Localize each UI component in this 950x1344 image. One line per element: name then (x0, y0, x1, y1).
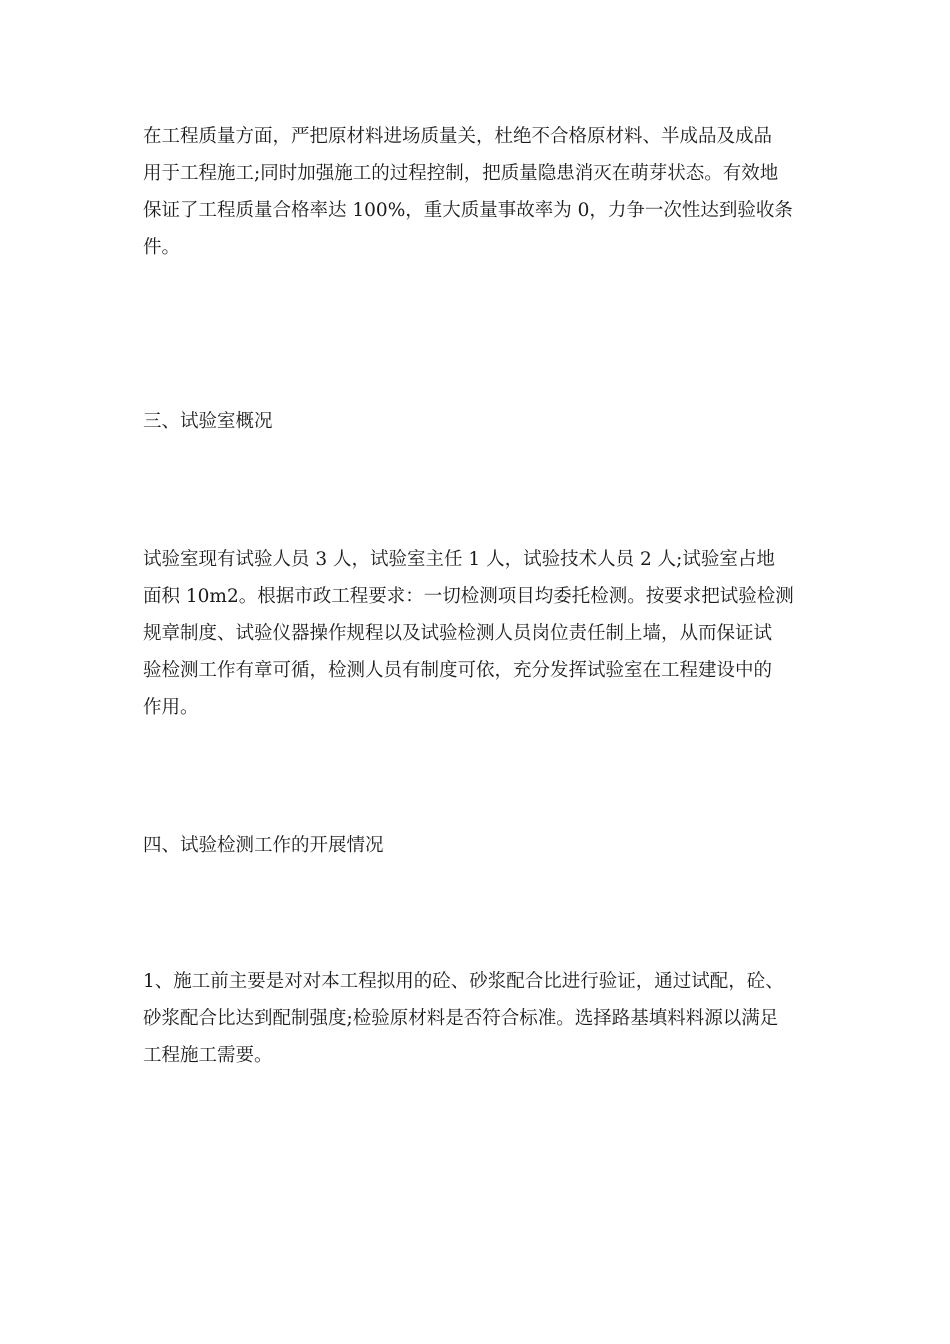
text-line: 规章制度、试验仪器操作规程以及试验检测人员岗位责任制上墙，从而保证试 (143, 623, 773, 644)
text-line: 1、施工前主要是对对本工程拟用的砼、砂浆配合比进行验证，通过试配，砼、 (143, 971, 784, 992)
section-heading-testing-work: 四、试验检测工作的开展情况 (143, 835, 384, 856)
section-heading-lab-overview: 三、试验室概况 (143, 411, 273, 432)
text-line: 砂浆配合比达到配制强度;检验原材料是否符合标准。选择路基填料料源以满足 (143, 1008, 779, 1029)
text-line: 工程施工需要。 (143, 1045, 273, 1066)
text-line: 面积 10m2。根据市政工程要求：一切检测项目均委托检测。按要求把试验检测 (143, 586, 794, 607)
text-line: 用于工程施工;同时加强施工的过程控制，把质量隐患消灭在萌芽状态。有效地 (143, 163, 779, 184)
text-line: 试验室现有试验人员 3 人，试验室主任 1 人，试验技术人员 2 人;试验室占地 (143, 549, 775, 570)
text-line: 件。 (143, 237, 181, 258)
paragraph-quality (143, 118, 808, 266)
text-line: 作用。 (143, 697, 199, 718)
text-line: 保证了工程质量合格率达 100%，重大质量事故率为 0，力争一次性达到验收条 (143, 200, 793, 221)
paragraph-pre-construction (143, 963, 808, 1074)
paragraph-lab (143, 541, 808, 726)
text-line: 在工程质量方面，严把原材料进场质量关，杜绝不合格原材料、半成品及成品 (143, 126, 773, 147)
text-line: 验检测工作有章可循，检测人员有制度可依，充分发挥试验室在工程建设中的 (143, 660, 773, 681)
